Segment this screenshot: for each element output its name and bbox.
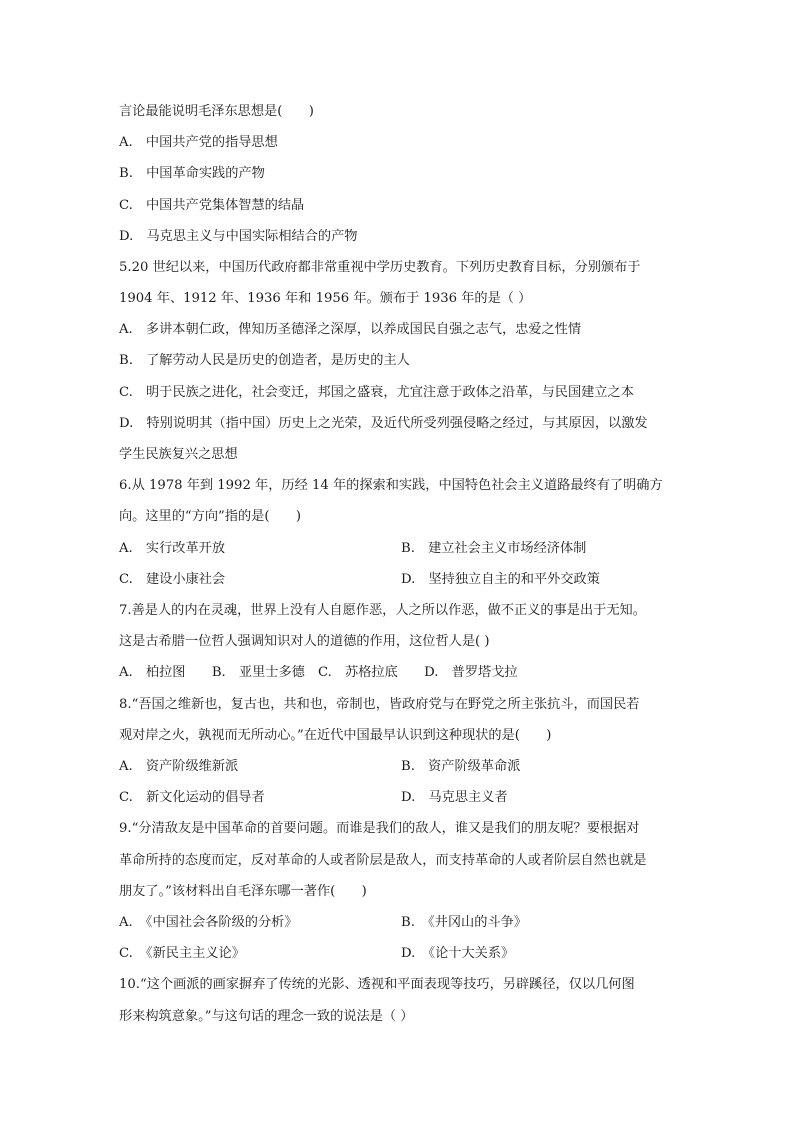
question-4-option-a: A. 中国共产党的指导思想 — [119, 135, 278, 150]
question-8-option-c: C. 新文化运动的倡导者 — [119, 790, 265, 805]
question-8-option-a: A. 资产阶级维新派 — [119, 759, 239, 774]
question-4-stem-end: 言论最能说明毛泽东思想是( ) — [119, 104, 314, 119]
question-5-option-a: A. 多讲本朝仁政，俾知历圣德泽之深厚，以养成国民自强之志气，忠爱之性情 — [119, 322, 582, 337]
question-9-option-d: D. 《论十大关系》 — [401, 946, 515, 961]
question-10-stem-cont: 形来构筑意象。”与这句话的理念一致的说法是（ ） — [119, 1009, 414, 1024]
question-4-option-d: D. 马克思主义与中国实际相结合的产物 — [119, 229, 358, 244]
question-5-option-d: D. 特别说明其（指中国）历史上之光荣，及近代所受列强侵略之经过，与其原因，以激发 — [119, 416, 648, 431]
question-6-option-a: A. 实行改革开放 — [119, 541, 226, 556]
question-7-options: A. 柏拉图 B. 亚里士多德 C. 苏格拉底 D. 普罗塔戈拉 — [119, 665, 518, 680]
question-9-option-c: C. 《新民主主义论》 — [119, 946, 245, 961]
question-5-option-b: B. 了解劳动人民是历史的创造者，是历史的主人 — [119, 353, 410, 368]
question-5-stem: 5.20 世纪以来，中国历代政府都非常重视中学历史教育。下列历史教育目标，分别颁布于 — [119, 260, 641, 275]
question-9-stem-cont-2: 朋友了。”该材料出自毛泽东哪一著作( ) — [119, 884, 367, 899]
question-4-option-b: B. 中国革命实践的产物 — [119, 166, 265, 181]
question-6-option-c: C. 建设小康社会 — [119, 572, 226, 587]
question-9-stem: 9.“分清敌友是中国革命的首要问题。而谁是我们的敌人，谁又是我们的朋友呢？要根据对 — [119, 821, 640, 836]
question-9-option-b: B. 《井冈山的斗争》 — [401, 915, 527, 930]
question-10-stem: 10.“这个画派的画家摒弃了传统的光影、透视和平面表现等技巧，另辟蹊径，仅以几何图 — [119, 977, 635, 992]
question-5-option-c: C. 明于民族之进化，社会变迁，邦国之盛衰，尤宜注意于政体之沿革，与民国建立之本 — [119, 385, 634, 400]
question-9-option-a: A. 《中国社会各阶级的分析》 — [119, 915, 298, 930]
question-8-stem-cont: 观对岸之火，孰视而无所动心。”在近代中国最早认识到这种现状的是( ) — [119, 728, 552, 743]
question-9-stem-cont-1: 革命所持的态度而定，反对革命的人或者阶层是敌人，而支持革命的人或者阶层自然也就是 — [119, 853, 647, 868]
question-8-option-b: B. 资产阶级革命派 — [401, 759, 521, 774]
question-7-stem: 7.善是人的内在灵魂，世界上没有人自愿作恶，人之所以作恶，做不正义的事是出于无知。 — [119, 603, 646, 618]
question-5-option-d-cont: 学生民族复兴之思想 — [119, 447, 238, 462]
question-6-option-b: B. 建立社会主义市场经济体制 — [401, 541, 587, 556]
question-4-option-c: C. 中国共产党集体智慧的结晶 — [119, 198, 305, 213]
question-5-stem-cont: 1904 年、1912 年、1936 年和 1956 年。颁布于 1936 年的是（ ） — [119, 291, 532, 306]
question-6-option-d: D. 坚持独立自主的和平外交政策 — [401, 572, 600, 587]
question-6-stem: 6.从 1978 年到 1992 年，历经 14 年的探索和实践，中国特色社会主义道路最终有了明确方 — [119, 478, 663, 493]
question-8-option-d: D. 马克思主义者 — [401, 790, 508, 805]
question-7-stem-cont: 这是古希腊一位哲人强调知识对人的道德的作用，这位哲人是( ) — [119, 634, 490, 649]
question-6-stem-cont: 向。这里的“方向”指的是( ) — [119, 509, 302, 524]
question-8-stem: 8.“吾国之维新也，复古也，共和也，帝制也，皆政府党与在野党之所主张抗斗，而国民若 — [119, 697, 640, 712]
